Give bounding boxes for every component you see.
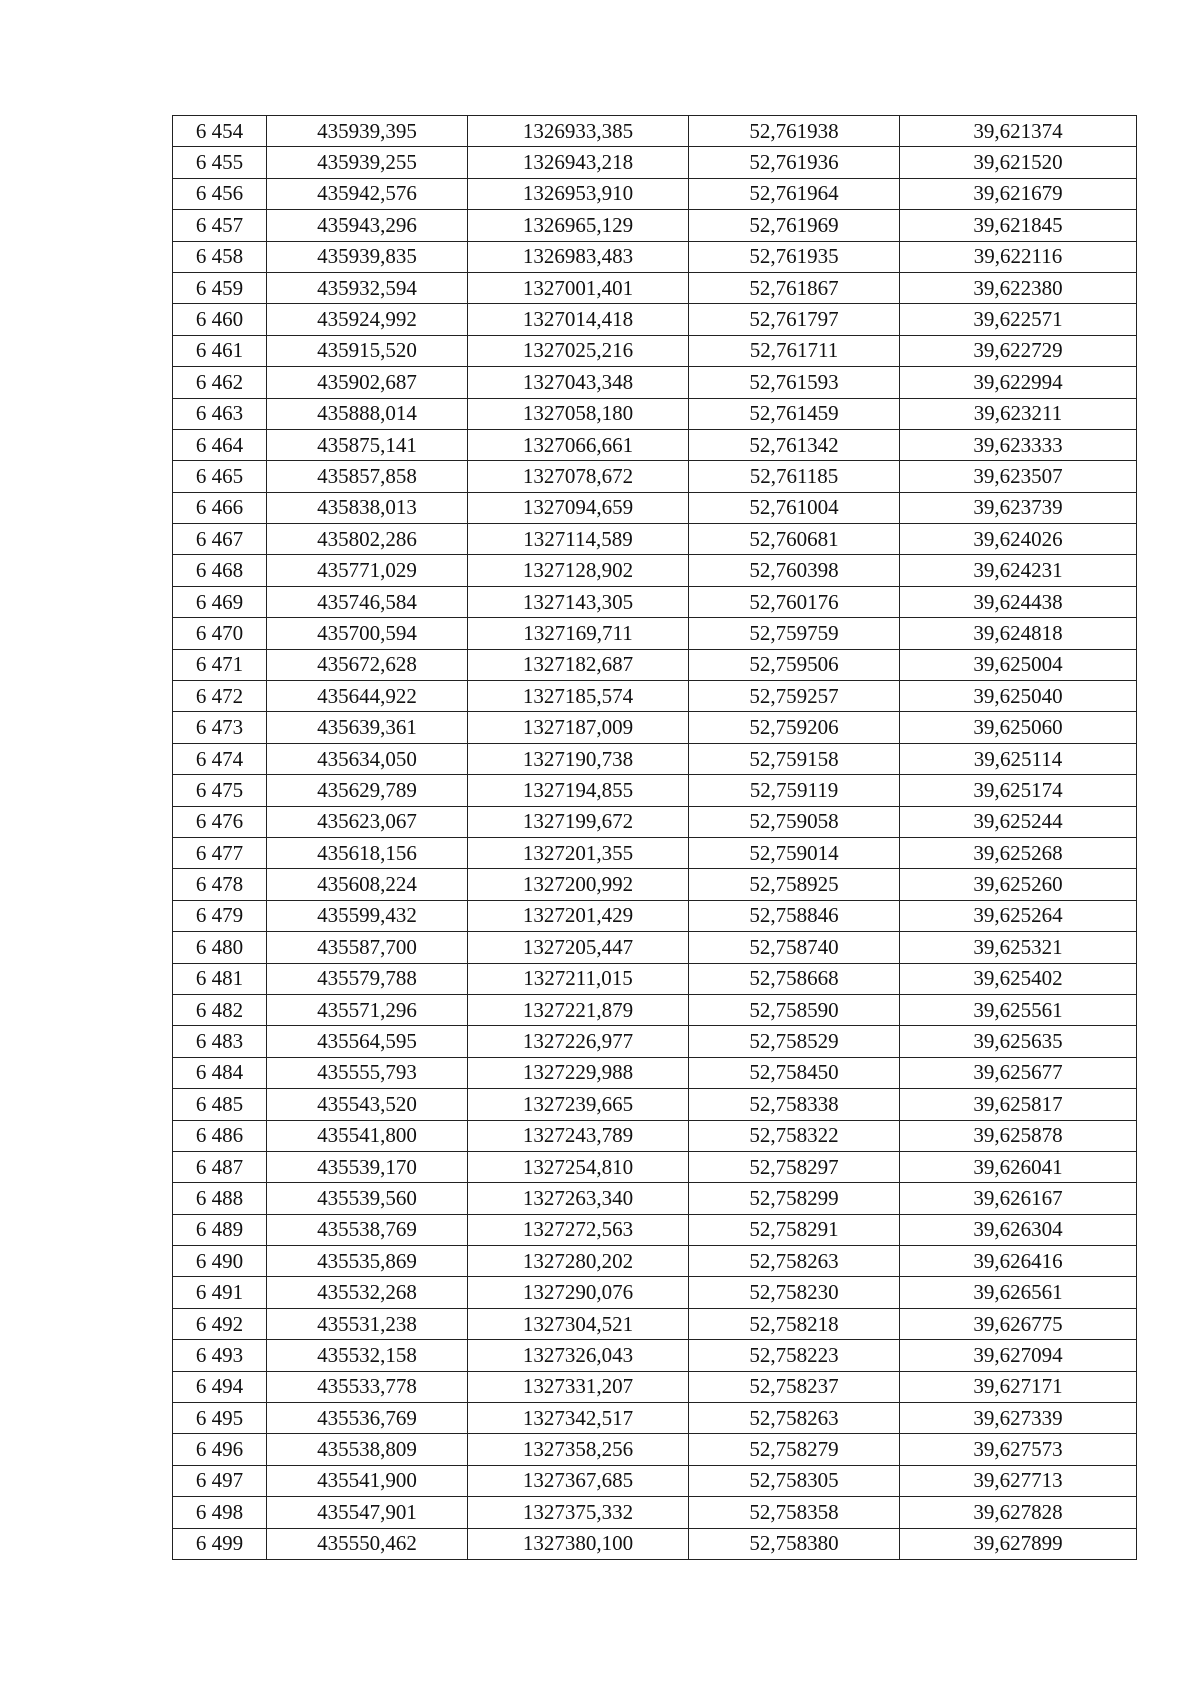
- longitude-cell: 39,625174: [900, 775, 1137, 806]
- point-number-cell: 6 469: [173, 586, 267, 617]
- y-coordinate-cell: 1327143,305: [468, 586, 689, 617]
- longitude-cell: 39,626561: [900, 1277, 1137, 1308]
- table-row: [173, 147, 1137, 178]
- x-coordinate-cell: 435939,835: [267, 241, 468, 272]
- longitude-cell: 39,624438: [900, 586, 1137, 617]
- latitude-cell: 52,758299: [689, 1183, 900, 1214]
- y-coordinate-cell: 1327043,348: [468, 367, 689, 398]
- longitude-cell: 39,622116: [900, 241, 1137, 272]
- point-number-cell: 6 454: [173, 116, 267, 147]
- y-coordinate-cell: 1327066,661: [468, 429, 689, 460]
- latitude-cell: 52,759058: [689, 806, 900, 837]
- y-coordinate-cell: 1327342,517: [468, 1403, 689, 1434]
- y-coordinate-cell: 1327001,401: [468, 272, 689, 303]
- table-row: [173, 775, 1137, 806]
- table-row: [173, 367, 1137, 398]
- point-number-cell: 6 484: [173, 1057, 267, 1088]
- x-coordinate-cell: 435543,520: [267, 1089, 468, 1120]
- y-coordinate-cell: 1327263,340: [468, 1183, 689, 1214]
- table-row: [173, 900, 1137, 931]
- table-row: [173, 994, 1137, 1025]
- y-coordinate-cell: 1327128,902: [468, 555, 689, 586]
- x-coordinate-cell: 435532,158: [267, 1340, 468, 1371]
- point-number-cell: 6 465: [173, 461, 267, 492]
- x-coordinate-cell: 435587,700: [267, 932, 468, 963]
- point-number-cell: 6 495: [173, 1403, 267, 1434]
- point-number-cell: 6 477: [173, 837, 267, 868]
- point-number-cell: 6 489: [173, 1214, 267, 1245]
- longitude-cell: 39,624818: [900, 618, 1137, 649]
- longitude-cell: 39,625060: [900, 712, 1137, 743]
- point-number-cell: 6 472: [173, 681, 267, 712]
- x-coordinate-cell: 435539,170: [267, 1151, 468, 1182]
- x-coordinate-cell: 435599,432: [267, 900, 468, 931]
- point-number-cell: 6 459: [173, 272, 267, 303]
- table-row: [173, 272, 1137, 303]
- latitude-cell: 52,761867: [689, 272, 900, 303]
- latitude-cell: 52,761342: [689, 429, 900, 460]
- x-coordinate-cell: 435771,029: [267, 555, 468, 586]
- point-number-cell: 6 468: [173, 555, 267, 586]
- y-coordinate-cell: 1327205,447: [468, 932, 689, 963]
- point-number-cell: 6 471: [173, 649, 267, 680]
- longitude-cell: 39,625268: [900, 837, 1137, 868]
- point-number-cell: 6 478: [173, 869, 267, 900]
- longitude-cell: 39,626041: [900, 1151, 1137, 1182]
- y-coordinate-cell: 1326983,483: [468, 241, 689, 272]
- y-coordinate-cell: 1327254,810: [468, 1151, 689, 1182]
- coordinates-table: [172, 115, 1137, 1560]
- y-coordinate-cell: 1327194,855: [468, 775, 689, 806]
- longitude-cell: 39,627171: [900, 1371, 1137, 1402]
- x-coordinate-cell: 435538,809: [267, 1434, 468, 1465]
- x-coordinate-cell: 435943,296: [267, 210, 468, 241]
- y-coordinate-cell: 1327358,256: [468, 1434, 689, 1465]
- y-coordinate-cell: 1327169,711: [468, 618, 689, 649]
- latitude-cell: 52,759759: [689, 618, 900, 649]
- y-coordinate-cell: 1327375,332: [468, 1497, 689, 1528]
- table-row: [173, 618, 1137, 649]
- point-number-cell: 6 473: [173, 712, 267, 743]
- table-row: [173, 649, 1137, 680]
- latitude-cell: 52,761711: [689, 335, 900, 366]
- point-number-cell: 6 494: [173, 1371, 267, 1402]
- x-coordinate-cell: 435618,156: [267, 837, 468, 868]
- y-coordinate-cell: 1327114,589: [468, 524, 689, 555]
- longitude-cell: 39,626416: [900, 1246, 1137, 1277]
- table-row: [173, 1057, 1137, 1088]
- longitude-cell: 39,627339: [900, 1403, 1137, 1434]
- y-coordinate-cell: 1327272,563: [468, 1214, 689, 1245]
- longitude-cell: 39,623333: [900, 429, 1137, 460]
- y-coordinate-cell: 1326965,129: [468, 210, 689, 241]
- x-coordinate-cell: 435915,520: [267, 335, 468, 366]
- table-row: [173, 1277, 1137, 1308]
- x-coordinate-cell: 435939,395: [267, 116, 468, 147]
- table-row: [173, 398, 1137, 429]
- x-coordinate-cell: 435857,858: [267, 461, 468, 492]
- table-row: [173, 743, 1137, 774]
- latitude-cell: 52,758322: [689, 1120, 900, 1151]
- longitude-cell: 39,627899: [900, 1528, 1137, 1559]
- latitude-cell: 52,759257: [689, 681, 900, 712]
- x-coordinate-cell: 435888,014: [267, 398, 468, 429]
- latitude-cell: 52,761936: [689, 147, 900, 178]
- table-row: [173, 681, 1137, 712]
- latitude-cell: 52,759158: [689, 743, 900, 774]
- point-number-cell: 6 458: [173, 241, 267, 272]
- table-row: [173, 555, 1137, 586]
- table-row: [173, 524, 1137, 555]
- y-coordinate-cell: 1327078,672: [468, 461, 689, 492]
- point-number-cell: 6 456: [173, 178, 267, 209]
- point-number-cell: 6 461: [173, 335, 267, 366]
- table-row: [173, 1308, 1137, 1339]
- latitude-cell: 52,761593: [689, 367, 900, 398]
- y-coordinate-cell: 1327201,355: [468, 837, 689, 868]
- x-coordinate-cell: 435571,296: [267, 994, 468, 1025]
- coordinates-table-body: [173, 116, 1137, 1560]
- longitude-cell: 39,622380: [900, 272, 1137, 303]
- longitude-cell: 39,621520: [900, 147, 1137, 178]
- table-row: [173, 1089, 1137, 1120]
- longitude-cell: 39,627573: [900, 1434, 1137, 1465]
- x-coordinate-cell: 435700,594: [267, 618, 468, 649]
- y-coordinate-cell: 1327185,574: [468, 681, 689, 712]
- longitude-cell: 39,626775: [900, 1308, 1137, 1339]
- y-coordinate-cell: 1327221,879: [468, 994, 689, 1025]
- point-number-cell: 6 496: [173, 1434, 267, 1465]
- y-coordinate-cell: 1327187,009: [468, 712, 689, 743]
- x-coordinate-cell: 435875,141: [267, 429, 468, 460]
- latitude-cell: 52,758925: [689, 869, 900, 900]
- point-number-cell: 6 474: [173, 743, 267, 774]
- y-coordinate-cell: 1327367,685: [468, 1465, 689, 1496]
- x-coordinate-cell: 435539,560: [267, 1183, 468, 1214]
- latitude-cell: 52,761004: [689, 492, 900, 523]
- latitude-cell: 52,759206: [689, 712, 900, 743]
- y-coordinate-cell: 1327201,429: [468, 900, 689, 931]
- longitude-cell: 39,625260: [900, 869, 1137, 900]
- point-number-cell: 6 480: [173, 932, 267, 963]
- latitude-cell: 52,758358: [689, 1497, 900, 1528]
- longitude-cell: 39,625114: [900, 743, 1137, 774]
- x-coordinate-cell: 435639,361: [267, 712, 468, 743]
- table-row: [173, 1214, 1137, 1245]
- y-coordinate-cell: 1327014,418: [468, 304, 689, 335]
- x-coordinate-cell: 435634,050: [267, 743, 468, 774]
- longitude-cell: 39,625402: [900, 963, 1137, 994]
- table-row: [173, 429, 1137, 460]
- y-coordinate-cell: 1327280,202: [468, 1246, 689, 1277]
- x-coordinate-cell: 435932,594: [267, 272, 468, 303]
- longitude-cell: 39,622571: [900, 304, 1137, 335]
- y-coordinate-cell: 1327200,992: [468, 869, 689, 900]
- longitude-cell: 39,627094: [900, 1340, 1137, 1371]
- y-coordinate-cell: 1326943,218: [468, 147, 689, 178]
- point-number-cell: 6 483: [173, 1026, 267, 1057]
- x-coordinate-cell: 435644,922: [267, 681, 468, 712]
- y-coordinate-cell: 1327290,076: [468, 1277, 689, 1308]
- x-coordinate-cell: 435538,769: [267, 1214, 468, 1245]
- y-coordinate-cell: 1327058,180: [468, 398, 689, 429]
- longitude-cell: 39,625264: [900, 900, 1137, 931]
- y-coordinate-cell: 1327025,216: [468, 335, 689, 366]
- point-number-cell: 6 498: [173, 1497, 267, 1528]
- x-coordinate-cell: 435533,778: [267, 1371, 468, 1402]
- longitude-cell: 39,621845: [900, 210, 1137, 241]
- point-number-cell: 6 486: [173, 1120, 267, 1151]
- point-number-cell: 6 497: [173, 1465, 267, 1496]
- latitude-cell: 52,758218: [689, 1308, 900, 1339]
- y-coordinate-cell: 1327380,100: [468, 1528, 689, 1559]
- longitude-cell: 39,626167: [900, 1183, 1137, 1214]
- y-coordinate-cell: 1327304,521: [468, 1308, 689, 1339]
- longitude-cell: 39,627713: [900, 1465, 1137, 1496]
- latitude-cell: 52,759506: [689, 649, 900, 680]
- table-row: [173, 178, 1137, 209]
- table-row: [173, 712, 1137, 743]
- table-row: [173, 1026, 1137, 1057]
- latitude-cell: 52,758263: [689, 1403, 900, 1434]
- x-coordinate-cell: 435535,869: [267, 1246, 468, 1277]
- longitude-cell: 39,625635: [900, 1026, 1137, 1057]
- table-row: [173, 461, 1137, 492]
- y-coordinate-cell: 1327182,687: [468, 649, 689, 680]
- latitude-cell: 52,758846: [689, 900, 900, 931]
- latitude-cell: 52,758305: [689, 1465, 900, 1496]
- point-number-cell: 6 463: [173, 398, 267, 429]
- longitude-cell: 39,623739: [900, 492, 1137, 523]
- latitude-cell: 52,759014: [689, 837, 900, 868]
- table-row: [173, 963, 1137, 994]
- latitude-cell: 52,758590: [689, 994, 900, 1025]
- x-coordinate-cell: 435608,224: [267, 869, 468, 900]
- y-coordinate-cell: 1327199,672: [468, 806, 689, 837]
- point-number-cell: 6 485: [173, 1089, 267, 1120]
- latitude-cell: 52,761935: [689, 241, 900, 272]
- longitude-cell: 39,621679: [900, 178, 1137, 209]
- table-row: [173, 1340, 1137, 1371]
- table-row: [173, 1246, 1137, 1277]
- longitude-cell: 39,623211: [900, 398, 1137, 429]
- y-coordinate-cell: 1327190,738: [468, 743, 689, 774]
- longitude-cell: 39,625004: [900, 649, 1137, 680]
- latitude-cell: 52,760681: [689, 524, 900, 555]
- point-number-cell: 6 467: [173, 524, 267, 555]
- longitude-cell: 39,625561: [900, 994, 1137, 1025]
- point-number-cell: 6 492: [173, 1308, 267, 1339]
- latitude-cell: 52,760176: [689, 586, 900, 617]
- longitude-cell: 39,625244: [900, 806, 1137, 837]
- latitude-cell: 52,758291: [689, 1214, 900, 1245]
- table-row: [173, 335, 1137, 366]
- table-row: [173, 837, 1137, 868]
- y-coordinate-cell: 1327211,015: [468, 963, 689, 994]
- table-row: [173, 932, 1137, 963]
- latitude-cell: 52,761459: [689, 398, 900, 429]
- latitude-cell: 52,758450: [689, 1057, 900, 1088]
- latitude-cell: 52,758338: [689, 1089, 900, 1120]
- x-coordinate-cell: 435541,900: [267, 1465, 468, 1496]
- longitude-cell: 39,624026: [900, 524, 1137, 555]
- latitude-cell: 52,758230: [689, 1277, 900, 1308]
- table-row: [173, 869, 1137, 900]
- latitude-cell: 52,758223: [689, 1340, 900, 1371]
- latitude-cell: 52,759119: [689, 775, 900, 806]
- point-number-cell: 6 466: [173, 492, 267, 523]
- x-coordinate-cell: 435924,992: [267, 304, 468, 335]
- y-coordinate-cell: 1327243,789: [468, 1120, 689, 1151]
- longitude-cell: 39,625817: [900, 1089, 1137, 1120]
- x-coordinate-cell: 435629,789: [267, 775, 468, 806]
- point-number-cell: 6 470: [173, 618, 267, 649]
- table-row: [173, 1434, 1137, 1465]
- x-coordinate-cell: 435532,268: [267, 1277, 468, 1308]
- x-coordinate-cell: 435902,687: [267, 367, 468, 398]
- table-row: [173, 806, 1137, 837]
- x-coordinate-cell: 435802,286: [267, 524, 468, 555]
- table-row: [173, 1120, 1137, 1151]
- latitude-cell: 52,758529: [689, 1026, 900, 1057]
- point-number-cell: 6 488: [173, 1183, 267, 1214]
- table-row: [173, 1151, 1137, 1182]
- latitude-cell: 52,761185: [689, 461, 900, 492]
- table-row: [173, 492, 1137, 523]
- y-coordinate-cell: 1327226,977: [468, 1026, 689, 1057]
- y-coordinate-cell: 1327331,207: [468, 1371, 689, 1402]
- point-number-cell: 6 481: [173, 963, 267, 994]
- table-row: [173, 1371, 1137, 1402]
- latitude-cell: 52,758279: [689, 1434, 900, 1465]
- x-coordinate-cell: 435536,769: [267, 1403, 468, 1434]
- x-coordinate-cell: 435564,595: [267, 1026, 468, 1057]
- y-coordinate-cell: 1326933,385: [468, 116, 689, 147]
- latitude-cell: 52,758740: [689, 932, 900, 963]
- table-row: [173, 1528, 1137, 1559]
- latitude-cell: 52,761938: [689, 116, 900, 147]
- table-row: [173, 304, 1137, 335]
- table-row: [173, 586, 1137, 617]
- point-number-cell: 6 475: [173, 775, 267, 806]
- x-coordinate-cell: 435623,067: [267, 806, 468, 837]
- point-number-cell: 6 462: [173, 367, 267, 398]
- point-number-cell: 6 460: [173, 304, 267, 335]
- longitude-cell: 39,627828: [900, 1497, 1137, 1528]
- x-coordinate-cell: 435547,901: [267, 1497, 468, 1528]
- latitude-cell: 52,761797: [689, 304, 900, 335]
- point-number-cell: 6 464: [173, 429, 267, 460]
- longitude-cell: 39,623507: [900, 461, 1137, 492]
- longitude-cell: 39,625677: [900, 1057, 1137, 1088]
- latitude-cell: 52,761969: [689, 210, 900, 241]
- longitude-cell: 39,626304: [900, 1214, 1137, 1245]
- x-coordinate-cell: 435531,238: [267, 1308, 468, 1339]
- latitude-cell: 52,760398: [689, 555, 900, 586]
- table-row: [173, 1183, 1137, 1214]
- longitude-cell: 39,621374: [900, 116, 1137, 147]
- point-number-cell: 6 457: [173, 210, 267, 241]
- y-coordinate-cell: 1327326,043: [468, 1340, 689, 1371]
- point-number-cell: 6 490: [173, 1246, 267, 1277]
- y-coordinate-cell: 1326953,910: [468, 178, 689, 209]
- longitude-cell: 39,622729: [900, 335, 1137, 366]
- table-row: [173, 210, 1137, 241]
- x-coordinate-cell: 435838,013: [267, 492, 468, 523]
- longitude-cell: 39,622994: [900, 367, 1137, 398]
- point-number-cell: 6 482: [173, 994, 267, 1025]
- latitude-cell: 52,758297: [689, 1151, 900, 1182]
- longitude-cell: 39,624231: [900, 555, 1137, 586]
- latitude-cell: 52,761964: [689, 178, 900, 209]
- y-coordinate-cell: 1327229,988: [468, 1057, 689, 1088]
- latitude-cell: 52,758668: [689, 963, 900, 994]
- point-number-cell: 6 493: [173, 1340, 267, 1371]
- x-coordinate-cell: 435555,793: [267, 1057, 468, 1088]
- x-coordinate-cell: 435672,628: [267, 649, 468, 680]
- y-coordinate-cell: 1327094,659: [468, 492, 689, 523]
- longitude-cell: 39,625321: [900, 932, 1137, 963]
- point-number-cell: 6 491: [173, 1277, 267, 1308]
- x-coordinate-cell: 435550,462: [267, 1528, 468, 1559]
- latitude-cell: 52,758263: [689, 1246, 900, 1277]
- table-row: [173, 1403, 1137, 1434]
- point-number-cell: 6 499: [173, 1528, 267, 1559]
- point-number-cell: 6 455: [173, 147, 267, 178]
- table-row: [173, 241, 1137, 272]
- point-number-cell: 6 487: [173, 1151, 267, 1182]
- point-number-cell: 6 479: [173, 900, 267, 931]
- x-coordinate-cell: 435579,788: [267, 963, 468, 994]
- x-coordinate-cell: 435746,584: [267, 586, 468, 617]
- latitude-cell: 52,758380: [689, 1528, 900, 1559]
- longitude-cell: 39,625878: [900, 1120, 1137, 1151]
- table-row: [173, 1465, 1137, 1496]
- x-coordinate-cell: 435939,255: [267, 147, 468, 178]
- longitude-cell: 39,625040: [900, 681, 1137, 712]
- x-coordinate-cell: 435541,800: [267, 1120, 468, 1151]
- point-number-cell: 6 476: [173, 806, 267, 837]
- x-coordinate-cell: 435942,576: [267, 178, 468, 209]
- latitude-cell: 52,758237: [689, 1371, 900, 1402]
- table-row: [173, 116, 1137, 147]
- table-row: [173, 1497, 1137, 1528]
- y-coordinate-cell: 1327239,665: [468, 1089, 689, 1120]
